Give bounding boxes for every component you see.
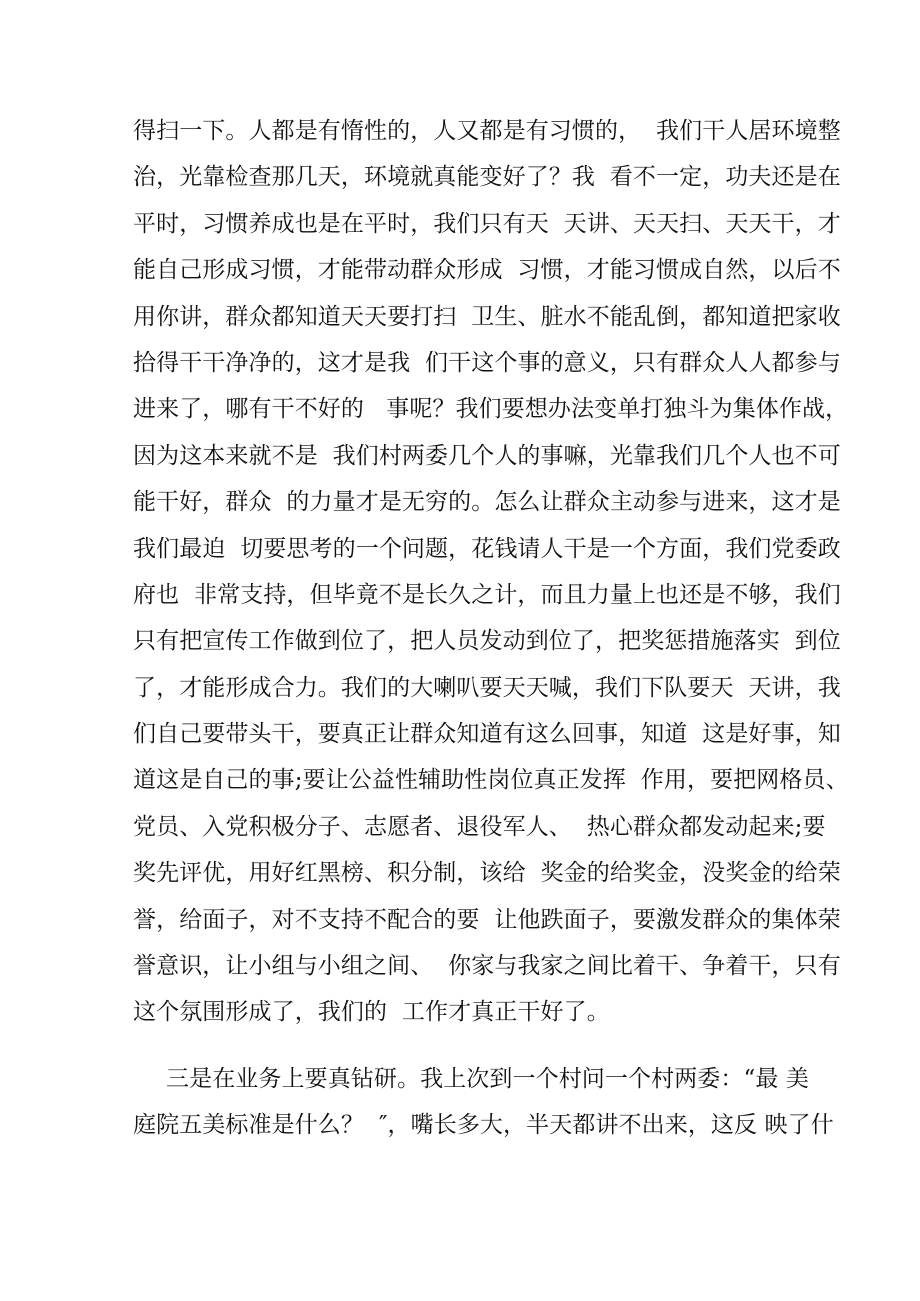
text-line: 道这是自己的事;要让公益性辅助性岗位真正发挥 作用，要把网格员、 (133, 767, 849, 794)
paragraph-2 (133, 1056, 834, 1149)
text-line: 们自己要带头干，要真正让群众知道有这么回事，知道 这是好事，知 (133, 721, 841, 748)
text-line: 这个氛围形成了，我们的 工作才真正干好了。 (133, 999, 610, 1026)
text-line: 奖先评优，用好红黑榜、积分制，该给 奖金的给奖金，没奖金的给荣 (133, 860, 841, 887)
text-line: 誉意识，让小组与小组之间、 你家与我家之间比着干、争着干，只有 (133, 953, 841, 980)
paragraph-spacing (133, 1036, 793, 1056)
text-line: 只有把宣传工作做到位了，把人员发动到位了，把奖惩措施落实 到位 (133, 628, 841, 655)
paragraph-1 (133, 108, 849, 1036)
text-line: 治，光靠检查那几天，环境就真能变好了？我 看不一定，功夫还是在 (133, 164, 841, 191)
text-line: 拾得干干净净的，这才是我 们干这个事的意义，只有群众人人都参与 (133, 349, 841, 376)
text-line: 用你讲，群众都知道天天要打扫 卫生、脏水不能乱倒，都知道把家收 (133, 303, 841, 330)
text-line: 党员、入党积极分子、志愿者、退役军人、 热心群众都发动起来;要 (133, 813, 826, 840)
text-line: 能干好，群众 的力量才是无穷的。怎么让群众主动参与进来，这才是 (133, 489, 841, 516)
text-line: 进来了，哪有干不好的 事呢？我们要想办法变单打独斗为集体作战， (133, 396, 849, 423)
text-line: 三是在业务上要真钻研。我上次到一个村问一个村两委：“最 美 (166, 1065, 809, 1092)
text-line: 得扫一下。人都是有惰性的，人又都是有习惯的， 我们干人居环境整 (133, 118, 841, 144)
text-line: 我们最迫 切要思考的一个问题，花钱请人干是一个方面，我们党委政 (133, 535, 841, 562)
text-line: 庭院五美标准是什么？ ″，嘴长多大，半天都讲不出来，这反 映了什 (133, 1112, 834, 1139)
text-line: 平时，习惯养成也是在平时，我们只有天 天讲、天天扫、天天干，才 (133, 210, 841, 237)
text-line: 府也 非常支持，但毕竟不是长久之计，而且力量上也还是不够，我们 (133, 581, 841, 608)
text-line: 因为这本来就不是 我们村两委几个人的事嘛，光靠我们几个人也不可 (133, 442, 841, 469)
text-line: 能自己形成习惯，才能带动群众形成 习惯，才能习惯成自然，以后不 (133, 257, 841, 284)
body-text (133, 108, 849, 1149)
text-line: 了，才能形成合力。我们的大喇叭要天天喊，我们下队要天 天讲，我 (133, 674, 841, 701)
text-line: 誉，给面子，对不支持不配合的要 让他跌面子，要激发群众的集体荣 (133, 906, 841, 933)
